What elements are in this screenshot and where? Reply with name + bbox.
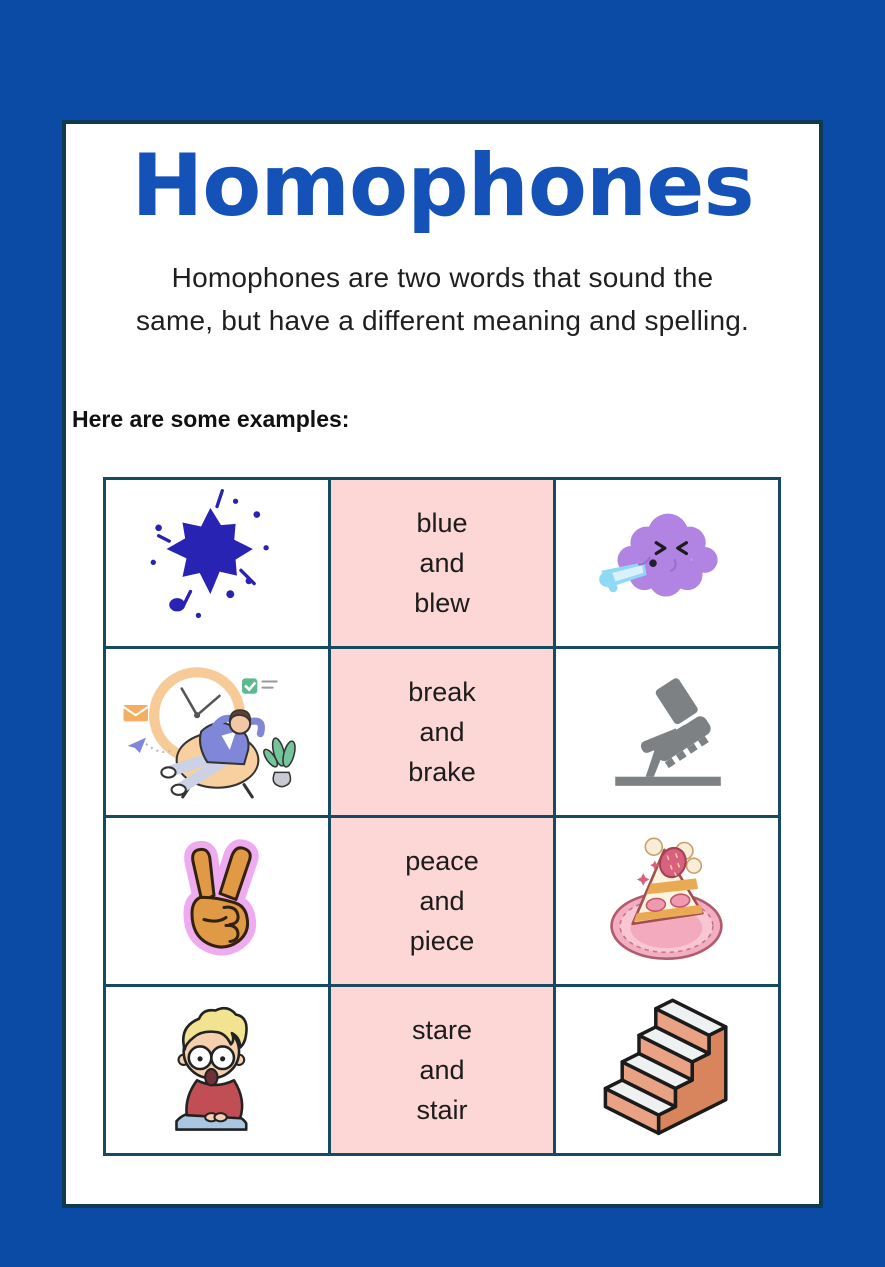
wind-blowing-cloud-icon xyxy=(597,504,737,617)
table-row-stare-stair xyxy=(105,986,780,1155)
word-connector: and xyxy=(419,717,465,748)
definition-line-1: Homophones are two words that sound the xyxy=(171,262,714,294)
staircase-icon xyxy=(597,989,737,1146)
word-pair-cell xyxy=(330,817,555,986)
word-connector: and xyxy=(419,548,465,579)
image-cell xyxy=(105,479,330,648)
foot-on-brake-pedal-icon xyxy=(601,669,733,791)
image-cell xyxy=(105,986,330,1155)
word: break xyxy=(408,677,476,708)
peace-hand-sign-icon xyxy=(162,829,272,969)
word: piece xyxy=(409,926,475,957)
word-pair-cell xyxy=(330,479,555,648)
page-title: Homophones xyxy=(131,136,754,236)
table-row-break-brake xyxy=(105,648,780,817)
definition-line-2: same, but have a different meaning and spelling. xyxy=(135,305,750,337)
examples-table xyxy=(103,477,781,1156)
image-cell xyxy=(555,817,780,986)
word-pair-cell xyxy=(330,986,555,1155)
image-cell xyxy=(555,479,780,648)
image-cell xyxy=(105,817,330,986)
blue-ink-splatter-icon xyxy=(137,488,297,634)
image-cell xyxy=(105,648,330,817)
examples-heading: Here are some examples: xyxy=(72,406,350,433)
word: peace xyxy=(405,846,479,877)
word-connector: and xyxy=(419,886,465,917)
image-cell xyxy=(555,648,780,817)
image-cell xyxy=(555,986,780,1155)
table-row-peace-piece xyxy=(105,817,780,986)
word-connector: and xyxy=(419,1055,465,1086)
word: stair xyxy=(416,1095,468,1126)
word: blue xyxy=(416,508,468,539)
piece-of-cake-icon xyxy=(601,833,733,965)
worksheet-card xyxy=(62,120,823,1208)
definition-text xyxy=(93,256,793,342)
word: blew xyxy=(414,588,470,619)
table-row-blue-blew xyxy=(105,479,780,648)
staring-boy-icon xyxy=(158,996,276,1140)
word: brake xyxy=(408,757,476,788)
person-taking-break-icon xyxy=(115,658,320,801)
word: stare xyxy=(411,1015,473,1046)
word-pair-cell xyxy=(330,648,555,817)
